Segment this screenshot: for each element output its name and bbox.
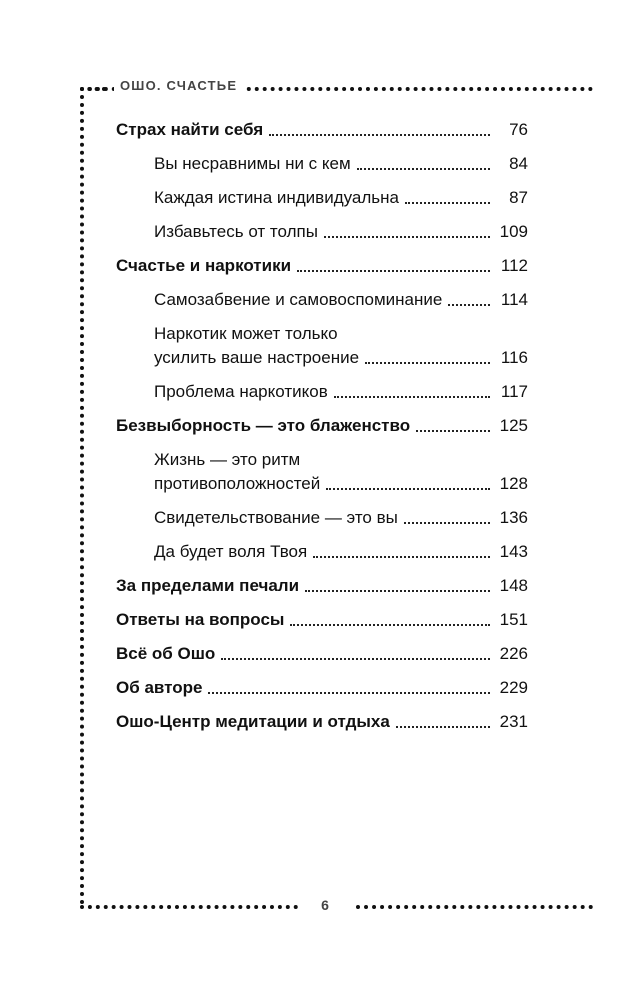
dot-leader	[396, 726, 490, 728]
table-of-contents	[116, 118, 528, 744]
toc-entry-page: 76	[509, 120, 528, 139]
toc-section[interactable]	[116, 540, 528, 564]
toc-entry-page: 143	[499, 542, 528, 561]
dot-leader	[221, 658, 490, 660]
toc-entry-page: 84	[509, 154, 528, 173]
dot-leader	[357, 168, 490, 170]
toc-entry-page: 128	[499, 474, 528, 493]
toc-section[interactable]	[116, 220, 528, 244]
toc-chapter[interactable]	[116, 118, 528, 142]
toc-chapter[interactable]	[116, 642, 528, 666]
dot-leader	[297, 270, 490, 272]
running-head: ОШО. СЧАСТЬЕ	[114, 78, 243, 93]
frame-left-border	[80, 87, 84, 905]
frame-bottom-border-right	[356, 905, 593, 909]
toc-section[interactable]	[116, 186, 528, 210]
toc-chapter[interactable]	[116, 676, 528, 700]
toc-entry-title: Всё об Ошо	[116, 644, 216, 663]
frame-bottom-border-left	[80, 905, 298, 909]
toc-entry-page: 151	[499, 610, 528, 629]
dot-leader	[290, 624, 490, 626]
dot-leader	[269, 134, 490, 136]
toc-entry-title: Да будет воля Твоя	[154, 542, 308, 561]
toc-chapter[interactable]	[116, 574, 528, 598]
toc-entry-title: Безвыборность — это блаженство	[116, 416, 411, 435]
toc-section[interactable]	[116, 506, 528, 530]
dot-leader	[416, 430, 490, 432]
toc-entry-title: Каждая истина индивидуальна	[154, 188, 400, 207]
dot-leader	[405, 202, 490, 204]
toc-chapter[interactable]	[116, 254, 528, 278]
dot-leader	[448, 304, 490, 306]
toc-section[interactable]	[116, 288, 528, 312]
toc-entry-page: 226	[499, 644, 528, 663]
toc-entry-page: 112	[500, 256, 528, 275]
toc-entry-title: За пределами печали	[116, 576, 300, 595]
dot-leader	[334, 396, 490, 398]
dot-leader	[208, 692, 490, 694]
toc-section[interactable]	[116, 152, 528, 176]
dot-leader	[404, 522, 490, 524]
toc-entry-title: Об авторе	[116, 678, 203, 697]
toc-entry-title: Самозабвение и самовоспоминание	[154, 290, 443, 309]
toc-entry-page: 117	[500, 382, 528, 401]
toc-entry-page: 109	[499, 222, 528, 241]
toc-entry-title: Свидетельствование — это вы	[154, 508, 398, 527]
page-number: 6	[321, 897, 329, 913]
toc-entry-page: 87	[509, 188, 528, 207]
dot-leader	[365, 362, 490, 364]
toc-chapter[interactable]	[116, 608, 528, 632]
toc-section[interactable]	[116, 448, 528, 496]
toc-entry-title: Избавьтесь от толпы	[154, 222, 318, 241]
dot-leader	[313, 556, 490, 558]
toc-entry-page: 116	[500, 348, 528, 367]
dot-leader	[324, 236, 490, 238]
toc-entry-title: Наркотик может только усилить ваше настроение	[154, 324, 360, 367]
toc-section[interactable]	[116, 380, 528, 404]
toc-entry-page: 125	[499, 416, 528, 435]
toc-entry-title: Страх найти себя	[116, 120, 264, 139]
toc-entry-title: Ответы на вопросы	[116, 610, 285, 629]
toc-entry-page: 231	[499, 712, 528, 731]
toc-entry-title: Жизнь — это ритм противоположностей	[154, 450, 321, 493]
toc-entry-title: Вы несравнимы ни с кем	[154, 154, 351, 173]
toc-entry-page: 136	[499, 508, 528, 527]
dot-leader	[326, 488, 490, 490]
toc-entry-title: Ошо-Центр медитации и отдыха	[116, 712, 390, 731]
toc-entry-page: 148	[499, 576, 528, 595]
toc-entry-page: 114	[500, 290, 528, 309]
toc-entry-title: Проблема наркотиков	[154, 382, 328, 401]
toc-entry-page: 229	[499, 678, 528, 697]
toc-chapter[interactable]	[116, 710, 528, 734]
toc-section[interactable]	[116, 322, 528, 370]
dot-leader	[305, 590, 490, 592]
toc-chapter[interactable]	[116, 414, 528, 438]
toc-entry-title: Счастье и наркотики	[116, 256, 292, 275]
